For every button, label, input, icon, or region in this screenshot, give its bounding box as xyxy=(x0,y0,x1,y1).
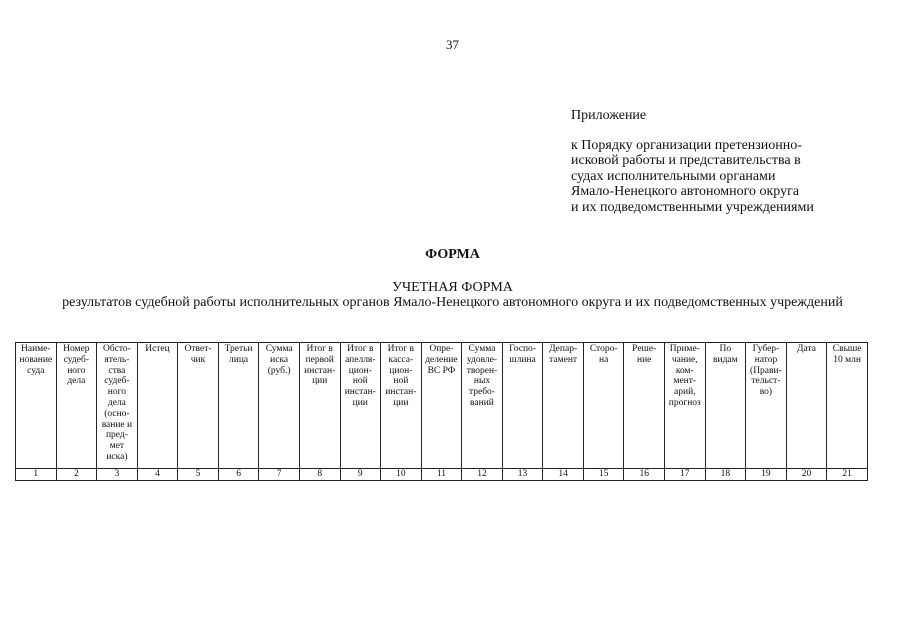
appendix-line: исковой работы и представительства в xyxy=(571,153,801,168)
column-number-cell: 1 xyxy=(16,469,57,481)
column-number-cell: 15 xyxy=(583,469,624,481)
appendix-line: к Порядку организации претензионно- xyxy=(571,137,802,153)
header-cell: По видам xyxy=(705,343,746,469)
appendix-line: и их подведомственными учреждениями xyxy=(571,199,814,215)
header-cell: Приме- чание, ком- мент- арий, прогноз xyxy=(665,343,706,469)
column-number-cell: 14 xyxy=(543,469,584,481)
column-number-cell: 16 xyxy=(624,469,665,481)
header-cell: Реше- ние xyxy=(624,343,665,469)
header-cell: Госпо- шлина xyxy=(502,343,543,469)
column-number-cell: 12 xyxy=(462,469,503,481)
header-cell: Опре- деление ВС РФ xyxy=(421,343,462,469)
header-cell: Истец xyxy=(137,343,178,469)
column-number-cell: 19 xyxy=(746,469,787,481)
header-cell: Сторо- на xyxy=(583,343,624,469)
page-number: 37 xyxy=(446,37,459,52)
header-cell: Сумма иска (руб.) xyxy=(259,343,300,469)
header-cell: Сумма удовле- творен- ных требо- ваний xyxy=(462,343,503,469)
column-number-cell: 13 xyxy=(502,469,543,481)
form-title: УЧЕТНАЯ ФОРМА xyxy=(392,280,513,295)
header-cell: Дата xyxy=(786,343,827,469)
column-number-cell: 8 xyxy=(299,469,340,481)
column-number-cell: 3 xyxy=(97,469,138,481)
appendix-line: Ямало-Ненецкого автономного округа xyxy=(571,184,800,199)
column-number-cell: 5 xyxy=(178,469,219,481)
header-cell: Обсто- ятель- ства судеб- ного дела (осно- вание и пред- мет иска) xyxy=(97,343,138,469)
column-number-cell: 18 xyxy=(705,469,746,481)
header-cell: Наиме- нование суда xyxy=(16,343,57,469)
column-number-cell: 20 xyxy=(786,469,827,481)
column-number-cell: 7 xyxy=(259,469,300,481)
header-cell: Губер- натор (Прави- тельст- во) xyxy=(746,343,787,469)
column-number-cell: 21 xyxy=(827,469,868,481)
header-cell: Итог в апелля- цион- ной инстан- ции xyxy=(340,343,381,469)
form-heading: ФОРМА xyxy=(425,247,480,262)
column-number-cell: 11 xyxy=(421,469,462,481)
header-cell: Номер судеб- ного дела xyxy=(56,343,97,469)
appendix-title: Приложение xyxy=(571,108,647,123)
header-cell: Ответ- чик xyxy=(178,343,219,469)
column-number-cell: 17 xyxy=(665,469,706,481)
column-number-cell: 4 xyxy=(137,469,178,481)
appendix-block xyxy=(571,108,871,215)
appendix-line: судах исполнительными органами xyxy=(571,168,776,184)
table-number-row xyxy=(16,469,868,481)
ledger-table xyxy=(15,342,868,481)
header-cell: Итог в первой инстан- ции xyxy=(299,343,340,469)
header-cell: Свыше 10 млн xyxy=(827,343,868,469)
column-number-cell: 10 xyxy=(381,469,422,481)
column-number-cell: 9 xyxy=(340,469,381,481)
form-subtitle: результатов судебной работы исполнительных органов Ямало-Ненецкого автономного округа и их подведомственных учреждений xyxy=(62,295,843,310)
table-header-row xyxy=(16,343,868,469)
header-cell: Итог в касса- цион- ной инстан- ции xyxy=(381,343,422,469)
header-cell: Депар- тамент xyxy=(543,343,584,469)
column-number-cell: 2 xyxy=(56,469,97,481)
header-cell: Третьи лица xyxy=(218,343,259,469)
column-number-cell: 6 xyxy=(218,469,259,481)
